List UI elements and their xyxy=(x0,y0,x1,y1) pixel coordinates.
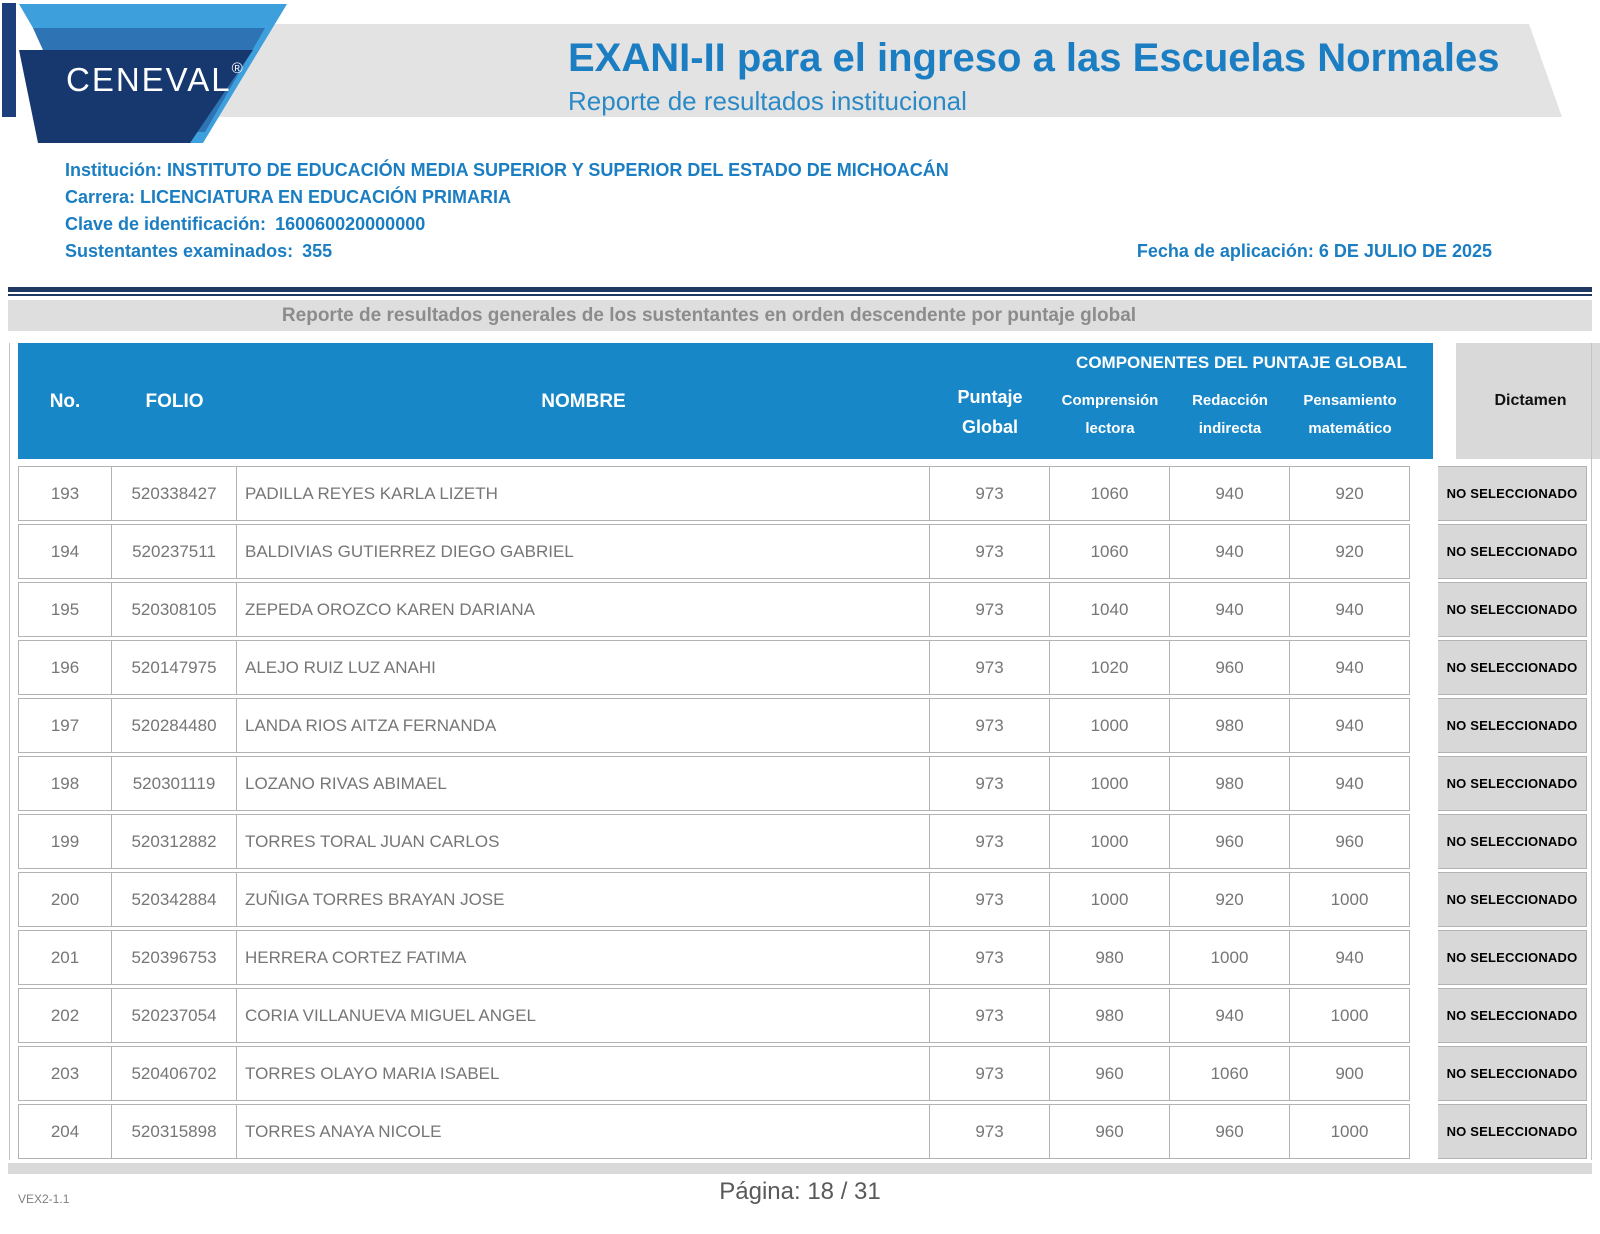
cell-dictamen: NO SELECCIONADO xyxy=(1438,1104,1587,1159)
logo-wordmark: CENEVAL® xyxy=(66,60,243,98)
cell-comprension-lectora: 1000 xyxy=(1050,756,1170,811)
cell-spacer xyxy=(1410,582,1438,637)
cell-nombre: BALDIVIAS GUTIERREZ DIEGO GABRIEL xyxy=(237,524,930,579)
cell-redaccion-indirecta: 940 xyxy=(1170,988,1290,1043)
cell-puntaje-global: 973 xyxy=(930,1104,1050,1159)
col-header-redaccion-indirecta: Redacción indirecta xyxy=(1192,392,1268,437)
info-institucion xyxy=(65,160,949,181)
cell-redaccion-indirecta: 940 xyxy=(1170,466,1290,521)
divider-thick xyxy=(8,287,1592,292)
cell-puntaje-global: 973 xyxy=(930,466,1050,521)
cell-redaccion-indirecta: 1060 xyxy=(1170,1046,1290,1101)
cell-no: 196 xyxy=(18,640,112,695)
cell-folio: 520147975 xyxy=(112,640,237,695)
report-title: EXANI-II para el ingreso a las Escuelas Normales xyxy=(568,36,1500,80)
info-carrera-value: LICENCIATURA EN EDUCACIÓN PRIMARIA xyxy=(140,187,512,207)
cell-nombre: TORRES ANAYA NICOLE xyxy=(237,1104,930,1159)
cell-nombre: LANDA RIOS AITZA FERNANDA xyxy=(237,698,930,753)
cell-dictamen: NO SELECCIONADO xyxy=(1438,814,1587,869)
cell-redaccion-indirecta: 980 xyxy=(1170,756,1290,811)
cell-pensamiento-matematico: 940 xyxy=(1290,930,1410,985)
cell-dictamen: NO SELECCIONADO xyxy=(1438,988,1587,1043)
table-row xyxy=(18,582,1587,637)
cell-folio: 520406702 xyxy=(112,1046,237,1101)
cell-comprension-lectora: 1000 xyxy=(1050,872,1170,927)
info-fecha-aplicacion: Fecha de aplicación: 6 DE JULIO DE 2025 xyxy=(1136,241,1492,261)
cell-pensamiento-matematico: 920 xyxy=(1290,466,1410,521)
info-sustentantes-value: 355 xyxy=(302,241,333,261)
cell-folio: 520338427 xyxy=(112,466,237,521)
cell-puntaje-global: 973 xyxy=(930,698,1050,753)
cell-nombre: CORIA VILLANUEVA MIGUEL ANGEL xyxy=(237,988,930,1043)
cell-pensamiento-matematico: 940 xyxy=(1290,582,1410,637)
cell-pensamiento-matematico: 940 xyxy=(1290,698,1410,753)
table-row xyxy=(18,756,1587,811)
cell-puntaje-global: 973 xyxy=(930,930,1050,985)
cell-puntaje-global: 973 xyxy=(930,640,1050,695)
cell-nombre: LOZANO RIVAS ABIMAEL xyxy=(237,756,930,811)
cell-redaccion-indirecta: 960 xyxy=(1170,640,1290,695)
cell-puntaje-global: 973 xyxy=(930,524,1050,579)
cell-dictamen: NO SELECCIONADO xyxy=(1438,872,1587,927)
info-clave xyxy=(65,214,425,235)
table-header xyxy=(18,343,1433,459)
info-institucion-value: INSTITUTO DE EDUCACIÓN MEDIA SUPERIOR Y SUPERIOR DEL ESTADO DE MICHOACÁN xyxy=(167,160,949,180)
cell-spacer xyxy=(1410,466,1438,521)
cell-redaccion-indirecta: 960 xyxy=(1170,1104,1290,1159)
cell-folio: 520237511 xyxy=(112,524,237,579)
cell-redaccion-indirecta: 980 xyxy=(1170,698,1290,753)
info-carrera-label: Carrera: xyxy=(65,187,136,207)
cell-pensamiento-matematico: 1000 xyxy=(1290,988,1410,1043)
cell-no: 204 xyxy=(18,1104,112,1159)
table-row xyxy=(18,524,1587,579)
table-row xyxy=(18,988,1587,1043)
cell-puntaje-global: 973 xyxy=(930,988,1050,1043)
cell-pensamiento-matematico: 940 xyxy=(1290,640,1410,695)
cell-puntaje-global: 973 xyxy=(930,756,1050,811)
cell-puntaje-global: 973 xyxy=(930,582,1050,637)
table-right-edge xyxy=(1591,343,1592,1160)
cell-comprension-lectora: 980 xyxy=(1050,988,1170,1043)
cell-folio: 520342884 xyxy=(112,872,237,927)
cell-folio: 520284480 xyxy=(112,698,237,753)
col-header-folio: FOLIO xyxy=(145,391,204,412)
cell-no: 203 xyxy=(18,1046,112,1101)
cell-spacer xyxy=(1410,640,1438,695)
cell-spacer xyxy=(1410,930,1438,985)
cell-pensamiento-matematico: 960 xyxy=(1290,814,1410,869)
cell-no: 200 xyxy=(18,872,112,927)
cell-nombre: ZEPEDA OROZCO KAREN DARIANA xyxy=(237,582,930,637)
cell-no: 198 xyxy=(18,756,112,811)
cell-pensamiento-matematico: 920 xyxy=(1290,524,1410,579)
cell-comprension-lectora: 1040 xyxy=(1050,582,1170,637)
info-institucion-label: Institución: xyxy=(65,160,162,180)
cell-spacer xyxy=(1410,872,1438,927)
cell-spacer xyxy=(1410,988,1438,1043)
col-header-pensamiento-matematico: Pensamiento matemático xyxy=(1303,392,1397,437)
cell-comprension-lectora: 1000 xyxy=(1050,698,1170,753)
cell-nombre: PADILLA REYES KARLA LIZETH xyxy=(237,466,930,521)
cell-dictamen: NO SELECCIONADO xyxy=(1438,582,1587,637)
cell-nombre: ALEJO RUIZ LUZ ANAHI xyxy=(237,640,930,695)
cell-pensamiento-matematico: 1000 xyxy=(1290,872,1410,927)
divider-thin xyxy=(8,294,1592,296)
col-group-header-componentes: COMPONENTES DEL PUNTAJE GLOBAL xyxy=(1076,353,1407,372)
cell-comprension-lectora: 1000 xyxy=(1050,814,1170,869)
cell-redaccion-indirecta: 920 xyxy=(1170,872,1290,927)
table-row xyxy=(18,814,1587,869)
cell-puntaje-global: 973 xyxy=(930,1046,1050,1101)
registered-mark: ® xyxy=(231,60,243,77)
cell-dictamen: NO SELECCIONADO xyxy=(1438,524,1587,579)
table-row xyxy=(18,872,1587,927)
cell-dictamen: NO SELECCIONADO xyxy=(1438,756,1587,811)
cell-no: 202 xyxy=(18,988,112,1043)
cell-folio: 520308105 xyxy=(112,582,237,637)
cell-folio: 520301119 xyxy=(112,756,237,811)
cell-comprension-lectora: 960 xyxy=(1050,1046,1170,1101)
table-row xyxy=(18,1104,1587,1159)
cell-no: 199 xyxy=(18,814,112,869)
cell-dictamen: NO SELECCIONADO xyxy=(1438,640,1587,695)
table-body xyxy=(18,466,1587,1162)
report-subtitle: Reporte de resultados institucional xyxy=(568,86,967,116)
col-header-nombre: NOMBRE xyxy=(541,391,626,412)
cell-pensamiento-matematico: 940 xyxy=(1290,756,1410,811)
cell-no: 194 xyxy=(18,524,112,579)
info-sustentantes-label: Sustentantes examinados: xyxy=(65,241,294,261)
table-band-title: Reporte de resultados generales de los sustentantes en orden descendente por puntaje global xyxy=(281,305,1137,326)
table-row xyxy=(18,698,1587,753)
cell-spacer xyxy=(1410,698,1438,753)
cell-dictamen: NO SELECCIONADO xyxy=(1438,1046,1587,1101)
cell-nombre: TORRES OLAYO MARIA ISABEL xyxy=(237,1046,930,1101)
cell-redaccion-indirecta: 940 xyxy=(1170,524,1290,579)
col-header-no: No. xyxy=(49,391,81,412)
cell-pensamiento-matematico: 1000 xyxy=(1290,1104,1410,1159)
cell-no: 195 xyxy=(18,582,112,637)
cell-no: 201 xyxy=(18,930,112,985)
table-left-edge xyxy=(9,343,10,1160)
col-header-dictamen: Dictamen xyxy=(1456,343,1600,459)
cell-no: 197 xyxy=(18,698,112,753)
cell-comprension-lectora: 1060 xyxy=(1050,524,1170,579)
info-clave-value: 160060020000000 xyxy=(275,214,426,234)
page-number: Página: 18 / 31 xyxy=(719,1178,881,1205)
cell-spacer xyxy=(1410,1104,1438,1159)
cell-dictamen: NO SELECCIONADO xyxy=(1438,698,1587,753)
col-header-comprension-lectora: Comprensión lectora xyxy=(1061,392,1159,437)
cell-nombre: HERRERA CORTEZ FATIMA xyxy=(237,930,930,985)
col-header-puntaje-global: Puntaje Global xyxy=(957,387,1023,437)
cell-folio: 520312882 xyxy=(112,814,237,869)
cell-comprension-lectora: 980 xyxy=(1050,930,1170,985)
cell-pensamiento-matematico: 900 xyxy=(1290,1046,1410,1101)
cell-folio: 520237054 xyxy=(112,988,237,1043)
cell-redaccion-indirecta: 960 xyxy=(1170,814,1290,869)
cell-comprension-lectora: 960 xyxy=(1050,1104,1170,1159)
cell-spacer xyxy=(1410,814,1438,869)
table-row xyxy=(18,930,1587,985)
cell-comprension-lectora: 1060 xyxy=(1050,466,1170,521)
cell-spacer xyxy=(1410,1046,1438,1101)
cell-folio: 520315898 xyxy=(112,1104,237,1159)
cell-puntaje-global: 973 xyxy=(930,814,1050,869)
cell-spacer xyxy=(1410,524,1438,579)
info-sustentantes xyxy=(65,241,332,262)
cell-no: 193 xyxy=(18,466,112,521)
cell-dictamen: NO SELECCIONADO xyxy=(1438,466,1587,521)
table-row xyxy=(18,466,1587,521)
cell-folio: 520396753 xyxy=(112,930,237,985)
version-label: VEX2-1.1 xyxy=(18,1192,70,1206)
info-clave-label: Clave de identificación: xyxy=(65,214,267,234)
cell-dictamen: NO SELECCIONADO xyxy=(1438,930,1587,985)
table-bottom-strip xyxy=(8,1163,1592,1174)
cell-nombre: ZUÑIGA TORRES BRAYAN JOSE xyxy=(237,872,930,927)
cell-nombre: TORRES TORAL JUAN CARLOS xyxy=(237,814,930,869)
ceneval-logo xyxy=(0,0,310,150)
cell-redaccion-indirecta: 1000 xyxy=(1170,930,1290,985)
cell-comprension-lectora: 1020 xyxy=(1050,640,1170,695)
table-row xyxy=(18,1046,1587,1101)
cell-redaccion-indirecta: 940 xyxy=(1170,582,1290,637)
table-row xyxy=(18,640,1587,695)
cell-puntaje-global: 973 xyxy=(930,872,1050,927)
cell-spacer xyxy=(1410,756,1438,811)
info-carrera xyxy=(65,187,511,208)
